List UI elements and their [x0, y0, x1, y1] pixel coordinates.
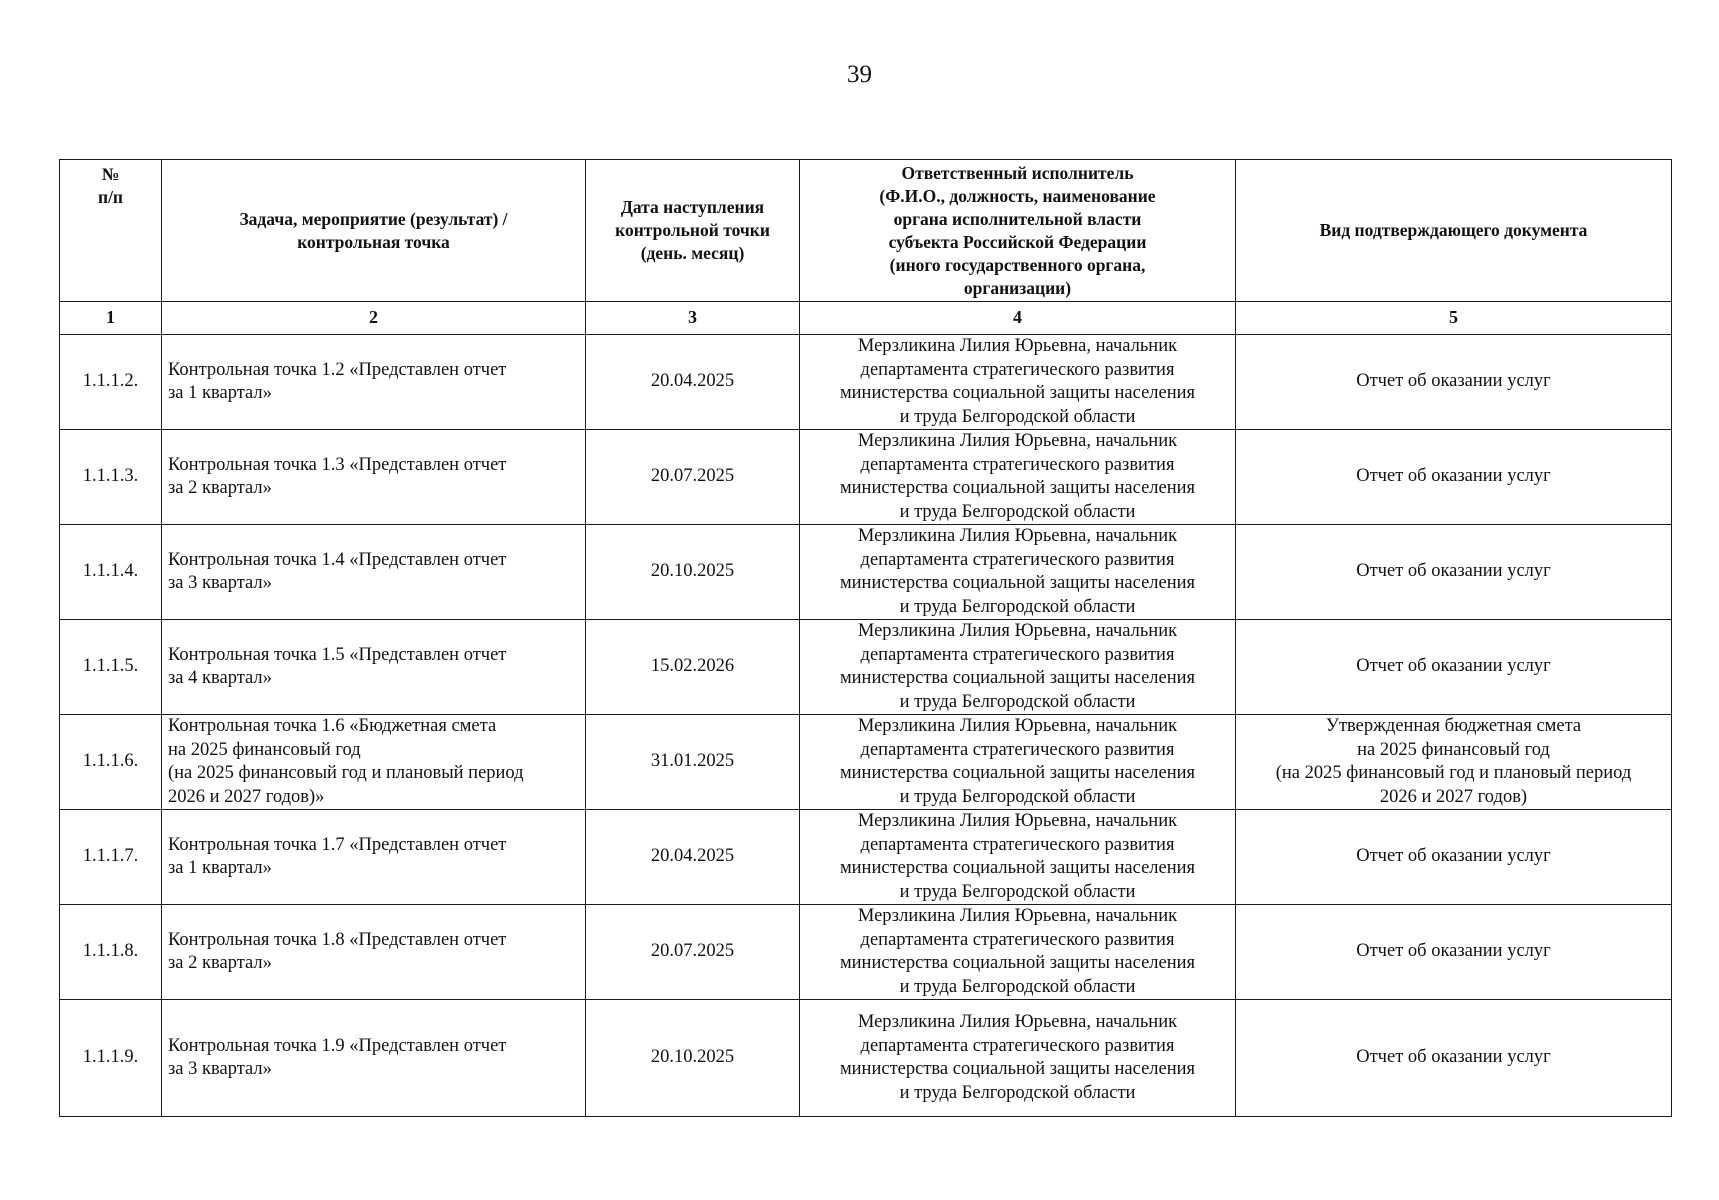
- row-date: 20.07.2025: [586, 430, 800, 525]
- row-date: 20.10.2025: [586, 1000, 800, 1117]
- row-document: Отчет об оказании услуг: [1236, 430, 1672, 525]
- row-date: 20.04.2025: [586, 810, 800, 905]
- row-date: 20.04.2025: [586, 335, 800, 430]
- row-task: Контрольная точка 1.2 «Представлен отчет за 1 квартал»: [162, 335, 586, 430]
- row-number: 1.1.1.6.: [60, 715, 162, 810]
- table-row: [60, 810, 1672, 905]
- header-task: Задача, мероприятие (результат) / контрольная точка: [162, 160, 586, 302]
- table-row: [60, 335, 1672, 430]
- row-executor: Мерзликина Лилия Юрьевна, начальник департамента стратегического развития министерства социальной защиты населения и труда Белгородской области: [800, 525, 1236, 620]
- row-task: Контрольная точка 1.9 «Представлен отчет за 3 квартал»: [162, 1000, 586, 1117]
- row-executor: Мерзликина Лилия Юрьевна, начальник департамента стратегического развития министерства социальной защиты населения и труда Белгородской области: [800, 905, 1236, 1000]
- row-document: Отчет об оказании услуг: [1236, 810, 1672, 905]
- row-task: Контрольная точка 1.7 «Представлен отчет за 1 квартал»: [162, 810, 586, 905]
- row-document: Утвержденная бюджетная смета на 2025 финансовый год (на 2025 финансовый год и плановый период 2026 и 2027 годов): [1236, 715, 1672, 810]
- row-number: 1.1.1.2.: [60, 335, 162, 430]
- header-executor: Ответственный исполнитель (Ф.И.О., должность, наименование органа исполнительной власти субъекта Российской Федерации (иного государственного органа, организации): [800, 160, 1236, 302]
- row-date: 15.02.2026: [586, 620, 800, 715]
- row-executor: Мерзликина Лилия Юрьевна, начальник департамента стратегического развития министерства социальной защиты населения и труда Белгородской области: [800, 430, 1236, 525]
- row-executor: Мерзликина Лилия Юрьевна, начальник департамента стратегического развития министерства социальной защиты населения и труда Белгородской области: [800, 335, 1236, 430]
- row-document: Отчет об оказании услуг: [1236, 525, 1672, 620]
- row-date: 20.10.2025: [586, 525, 800, 620]
- table-row: [60, 430, 1672, 525]
- row-task: Контрольная точка 1.8 «Представлен отчет за 2 квартал»: [162, 905, 586, 1000]
- row-task: Контрольная точка 1.6 «Бюджетная смета на 2025 финансовый год (на 2025 финансовый год и плановый период 2026 и 2027 годов)»: [162, 715, 586, 810]
- row-number: 1.1.1.8.: [60, 905, 162, 1000]
- table-row: [60, 715, 1672, 810]
- table-row: [60, 620, 1672, 715]
- row-date: 20.07.2025: [586, 905, 800, 1000]
- column-number: 4: [800, 302, 1236, 335]
- row-task: Контрольная точка 1.4 «Представлен отчет за 3 квартал»: [162, 525, 586, 620]
- control-points-table: [59, 159, 1672, 1117]
- table-row: [60, 525, 1672, 620]
- row-number: 1.1.1.9.: [60, 1000, 162, 1117]
- row-number: 1.1.1.4.: [60, 525, 162, 620]
- row-number: 1.1.1.3.: [60, 430, 162, 525]
- row-number: 1.1.1.5.: [60, 620, 162, 715]
- page-number: 39: [847, 61, 872, 88]
- row-number: 1.1.1.7.: [60, 810, 162, 905]
- row-document: Отчет об оказании услуг: [1236, 620, 1672, 715]
- column-number: 1: [60, 302, 162, 335]
- column-numbering-row: [60, 302, 1672, 335]
- row-task: Контрольная точка 1.3 «Представлен отчет за 2 квартал»: [162, 430, 586, 525]
- row-task: Контрольная точка 1.5 «Представлен отчет за 4 квартал»: [162, 620, 586, 715]
- row-document: Отчет об оказании услуг: [1236, 335, 1672, 430]
- row-executor: Мерзликина Лилия Юрьевна, начальник департамента стратегического развития министерства социальной защиты населения и труда Белгородской области: [800, 715, 1236, 810]
- row-document: Отчет об оказании услуг: [1236, 1000, 1672, 1117]
- table-row: [60, 1000, 1672, 1117]
- table-row: [60, 905, 1672, 1000]
- table-header-row: [60, 160, 1672, 302]
- row-date: 31.01.2025: [586, 715, 800, 810]
- row-executor: Мерзликина Лилия Юрьевна, начальник департамента стратегического развития министерства социальной защиты населения и труда Белгородской области: [800, 1000, 1236, 1117]
- row-executor: Мерзликина Лилия Юрьевна, начальник департамента стратегического развития министерства социальной защиты населения и труда Белгородской области: [800, 620, 1236, 715]
- header-num: № п/п: [60, 160, 162, 302]
- column-number: 5: [1236, 302, 1672, 335]
- row-document: Отчет об оказании услуг: [1236, 905, 1672, 1000]
- column-number: 3: [586, 302, 800, 335]
- column-number: 2: [162, 302, 586, 335]
- header-document: Вид подтверждающего документа: [1236, 160, 1672, 302]
- row-executor: Мерзликина Лилия Юрьевна, начальник департамента стратегического развития министерства социальной защиты населения и труда Белгородской области: [800, 810, 1236, 905]
- header-date: Дата наступления контрольной точки (день. месяц): [586, 160, 800, 302]
